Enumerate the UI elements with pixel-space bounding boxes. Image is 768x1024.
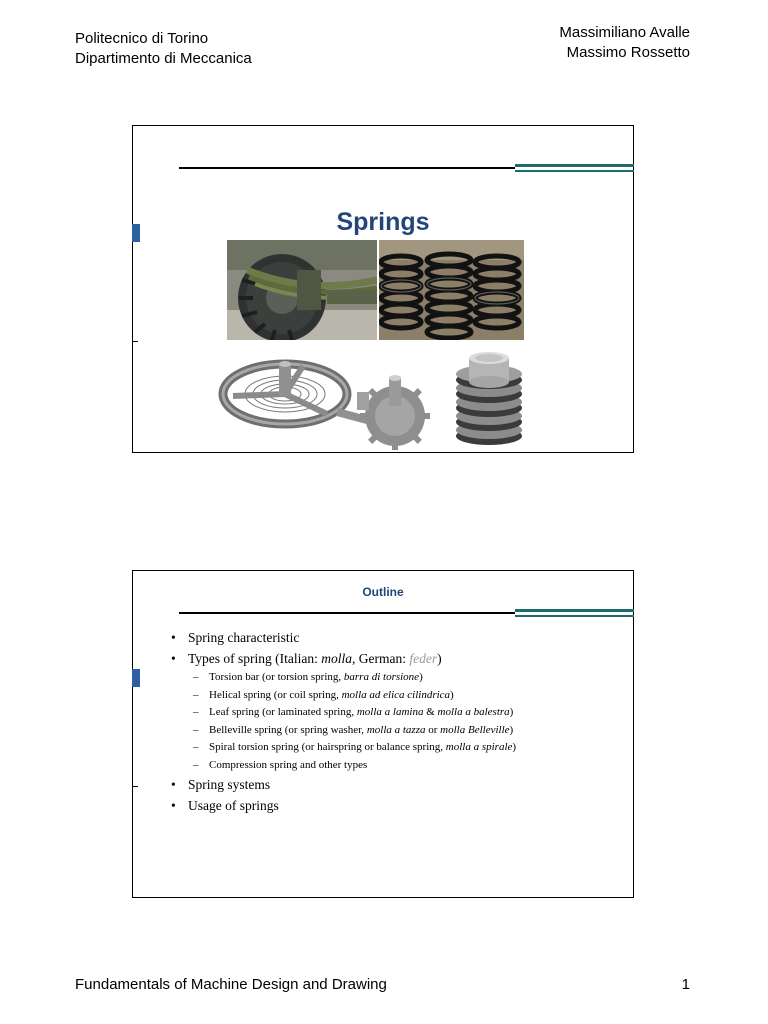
list-subitem: – Spiral torsion spring (or hairspring or balance spring, molla a spirale) [169, 739, 629, 757]
list-subitem: – Leaf spring (or laminated spring, molla a lamina & molla a balestra) [169, 704, 629, 722]
list-item: • Types of spring (Italian: molla, German: feder) [169, 648, 629, 669]
author-name: Massimo Rossetto [566, 44, 690, 61]
list-subitem: – Helical spring (or coil spring, molla ad elica cilindrica) [169, 687, 629, 705]
header-right [559, 23, 690, 63]
accent-rule [515, 615, 634, 617]
list-subitem: – Compression spring and other types [169, 757, 629, 775]
accent-rule [515, 164, 634, 167]
slide-outline [132, 570, 634, 898]
course-title: Fundamentals of Machine Design and Drawing [75, 976, 387, 993]
accent-rule [515, 170, 634, 172]
outline-list [169, 627, 629, 816]
side-marker [132, 669, 140, 687]
list-item: • Spring systems [169, 774, 629, 795]
belleville-stack-render [451, 350, 527, 450]
list-subitem: – Belleville spring (or spring washer, molla a tazza or molla Belleville) [169, 722, 629, 740]
balance-spring-render [217, 354, 435, 450]
author-name: Massimiliano Avalle [559, 24, 690, 41]
coil-springs-photo [379, 240, 524, 340]
accent-rule [515, 609, 634, 612]
title-rule [179, 167, 515, 169]
slide-title: Outline [362, 585, 404, 599]
leaf-spring-photo [227, 240, 377, 340]
institution-name: Politecnico di Torino [75, 30, 209, 47]
list-subitem: – Torsion bar (or torsion spring, barra di torsione) [169, 669, 629, 687]
list-item: • Spring characteristic [169, 627, 629, 648]
title-rule [179, 612, 515, 614]
side-tick [132, 786, 138, 787]
slide-title: Springs [336, 208, 430, 236]
list-item: • Usage of springs [169, 795, 629, 816]
side-tick [132, 341, 138, 342]
page-number: 1 [681, 976, 690, 993]
department-name: Dipartimento di Meccanica [75, 50, 252, 67]
slide-springs [132, 125, 634, 453]
header-left [75, 29, 252, 69]
